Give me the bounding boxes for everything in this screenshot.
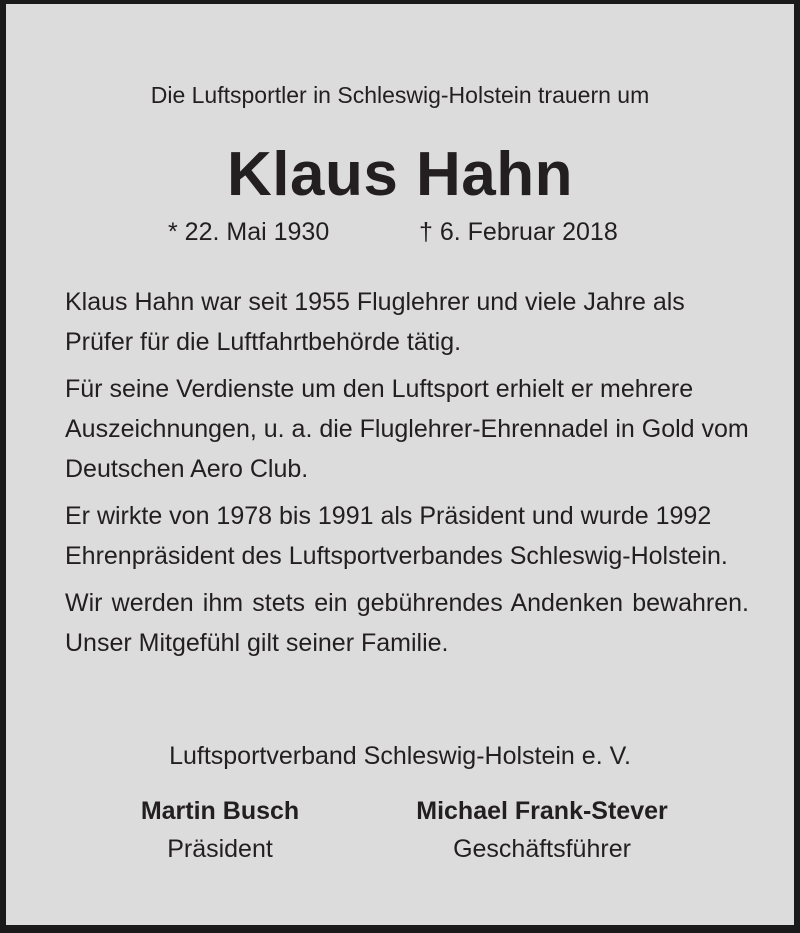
death-date: † 6. Februar 2018 — [419, 218, 618, 246]
paragraph-awards: Für seine Verdienste um den Luftsport erhielt er mehrere Auszeichnungen, u. a. die Fluglehrer-Ehrennadel in Gold vom Deutschen Aero Club. — [65, 375, 749, 483]
intro-line: Die Luftsportler in Schleswig-Holstein trauern um — [150, 82, 650, 108]
deceased-name: Klaus Hahn — [226, 140, 574, 209]
obituary-text — [65, 282, 749, 670]
signatory-role: Geschäftsführer — [453, 835, 631, 863]
signatory-name: Michael Frank-Stever — [416, 797, 668, 825]
signatory-president — [110, 792, 330, 868]
organization-name: Luftsportverband Schleswig-Holstein e. V. — [169, 742, 631, 770]
signatory-name: Martin Busch — [140, 797, 300, 825]
paragraph-condolence: Wir werden ihm stets ein gebührendes Andenken bewahren. Unser Mitgefühl gilt seiner Familie. — [65, 589, 749, 657]
signatory-role: Präsident — [167, 835, 273, 863]
paragraph-presidency: Er wirkte von 1978 bis 1991 als Präsident und wurde 1992 Ehrenpräsident des Luftsportverbandes Schleswig-Holstein. — [65, 502, 728, 570]
birth-date: * 22. Mai 1930 — [168, 218, 330, 246]
signatory-managing-director — [392, 792, 692, 868]
paragraph-career: Klaus Hahn war seit 1955 Fluglehrer und viele Jahre als Prüfer für die Luftfahrtbehörde tätig. — [65, 288, 685, 356]
